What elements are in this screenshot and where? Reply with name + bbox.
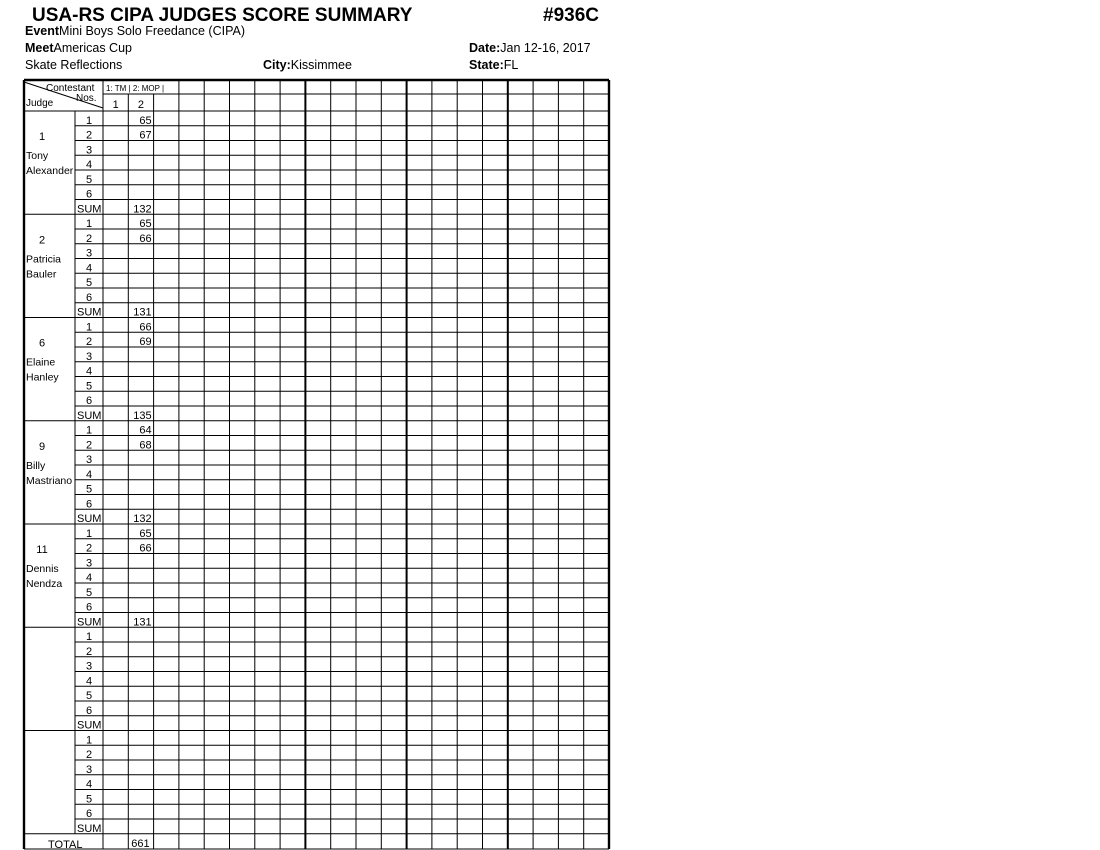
date-label: Date bbox=[469, 41, 497, 55]
score-cell: 65 bbox=[139, 218, 152, 230]
score-cell: 65 bbox=[139, 114, 152, 127]
row-number: 1 bbox=[85, 527, 93, 540]
score-cell: 68 bbox=[139, 439, 152, 452]
contestant-legend: 1: TM | 2: MOP | bbox=[106, 84, 165, 93]
total-label: TOTAL bbox=[48, 839, 83, 850]
row-number: 5 bbox=[85, 380, 93, 393]
score-cell: 64 bbox=[139, 424, 152, 437]
judge-last-name: Nendza bbox=[26, 578, 63, 590]
sum-cell: 131 bbox=[133, 306, 152, 319]
row-number: 2 bbox=[85, 336, 93, 348]
total-cell: 661 bbox=[131, 838, 150, 850]
score-cell: 66 bbox=[139, 542, 152, 555]
row-number: 6 bbox=[85, 704, 93, 717]
judge-label: Judge bbox=[26, 98, 54, 109]
row-number: 1 bbox=[85, 218, 93, 230]
row-number: 3 bbox=[85, 763, 93, 776]
club-name: Skate Reflections bbox=[25, 58, 123, 72]
event-value: Mini Boys Solo Freedance (CIPA) bbox=[59, 24, 245, 38]
nos-label: Nos. bbox=[76, 93, 97, 104]
row-number: 6 bbox=[85, 498, 93, 511]
row-number: 6 bbox=[85, 395, 93, 407]
score-cell: 66 bbox=[139, 321, 152, 334]
judge-number: 11 bbox=[36, 544, 48, 556]
row-number: 6 bbox=[85, 291, 93, 304]
meet-value: Americas Cup bbox=[53, 41, 132, 55]
row-number: 6 bbox=[85, 808, 93, 820]
row-number: 5 bbox=[85, 793, 93, 806]
judge-number: 1 bbox=[38, 131, 46, 143]
score-cell: 69 bbox=[139, 336, 152, 348]
contestant-number: 2 bbox=[137, 99, 145, 111]
state-value: FL bbox=[503, 58, 519, 72]
row-number: 2 bbox=[85, 542, 93, 555]
row-number: 3 bbox=[85, 247, 93, 260]
sum-label: SUM bbox=[77, 306, 102, 319]
form-number: #936C bbox=[543, 5, 599, 26]
row-number: 6 bbox=[85, 601, 93, 614]
sum-label: SUM bbox=[77, 203, 102, 216]
sum-cell: 132 bbox=[133, 513, 152, 525]
row-number: 2 bbox=[85, 645, 93, 658]
row-number: 3 bbox=[85, 350, 93, 363]
row-number: 4 bbox=[85, 468, 93, 481]
judge-first-name: Billy bbox=[26, 459, 46, 472]
row-number: 5 bbox=[85, 173, 93, 186]
judge-first-name: Elaine bbox=[26, 356, 56, 369]
row-number: 1 bbox=[85, 114, 93, 127]
row-number: 3 bbox=[85, 660, 93, 673]
meet-label: Meet bbox=[25, 41, 54, 55]
row-number: 4 bbox=[85, 572, 93, 584]
row-number: 1 bbox=[85, 321, 93, 334]
row-number: 5 bbox=[85, 483, 93, 496]
row-number: 4 bbox=[85, 675, 93, 688]
row-number: 1 bbox=[85, 631, 93, 643]
row-number: 4 bbox=[85, 778, 93, 791]
sum-label: SUM bbox=[77, 513, 102, 525]
date-value: Jan 12-16, 2017 bbox=[500, 41, 591, 55]
row-number: 3 bbox=[85, 144, 93, 157]
row-number: 2 bbox=[85, 749, 93, 761]
row-number: 4 bbox=[85, 262, 93, 275]
sum-label: SUM bbox=[77, 822, 102, 835]
row-number: 6 bbox=[85, 188, 93, 201]
sum-label: SUM bbox=[77, 616, 102, 629]
score-cell: 66 bbox=[139, 232, 152, 245]
row-number: 5 bbox=[85, 277, 93, 289]
row-number: 5 bbox=[85, 586, 93, 599]
row-number: 4 bbox=[85, 365, 93, 378]
judge-number: 6 bbox=[38, 337, 46, 350]
judge-first-name: Tony bbox=[26, 150, 49, 162]
judge-number: 2 bbox=[38, 234, 46, 247]
judge-number: 9 bbox=[38, 440, 46, 453]
sum-cell: 135 bbox=[133, 409, 152, 422]
sum-label: SUM bbox=[77, 719, 102, 732]
contestant-label: Contestant bbox=[46, 83, 95, 94]
city-line: City:Kissimmee bbox=[263, 58, 352, 72]
row-number: 2 bbox=[85, 232, 93, 245]
judge-first-name: Dennis bbox=[26, 563, 59, 575]
row-number: 5 bbox=[85, 690, 93, 702]
row-number: 3 bbox=[85, 454, 93, 466]
contestant-number: 1 bbox=[112, 99, 119, 111]
event-label: Event bbox=[25, 24, 60, 38]
city-label: City bbox=[263, 58, 287, 72]
judge-last-name: Alexander bbox=[26, 165, 74, 177]
judge-last-name: Mastriano bbox=[26, 474, 73, 487]
page-title: USA-RS CIPA JUDGES SCORE SUMMARY bbox=[32, 5, 413, 26]
judge-first-name: Patricia bbox=[26, 253, 62, 266]
row-number: 1 bbox=[85, 424, 93, 437]
date-line: Date:Jan 12-16, 2017 bbox=[469, 41, 591, 55]
sum-cell: 131 bbox=[133, 616, 152, 629]
state-line: State:FL bbox=[469, 58, 519, 72]
judge-last-name: Hanley bbox=[26, 371, 59, 384]
row-number: 2 bbox=[85, 129, 93, 142]
score-cell: 67 bbox=[139, 129, 152, 142]
row-number: 3 bbox=[85, 557, 93, 570]
judge-last-name: Bauler bbox=[26, 268, 57, 281]
row-number: 2 bbox=[85, 439, 93, 452]
score-cell: 65 bbox=[139, 527, 152, 540]
sum-label: SUM bbox=[77, 409, 102, 422]
state-label: State bbox=[469, 58, 500, 72]
row-number: 1 bbox=[85, 734, 93, 747]
city-value: Kissimmee bbox=[290, 58, 352, 72]
sum-cell: 132 bbox=[133, 203, 152, 216]
row-number: 4 bbox=[85, 159, 93, 171]
